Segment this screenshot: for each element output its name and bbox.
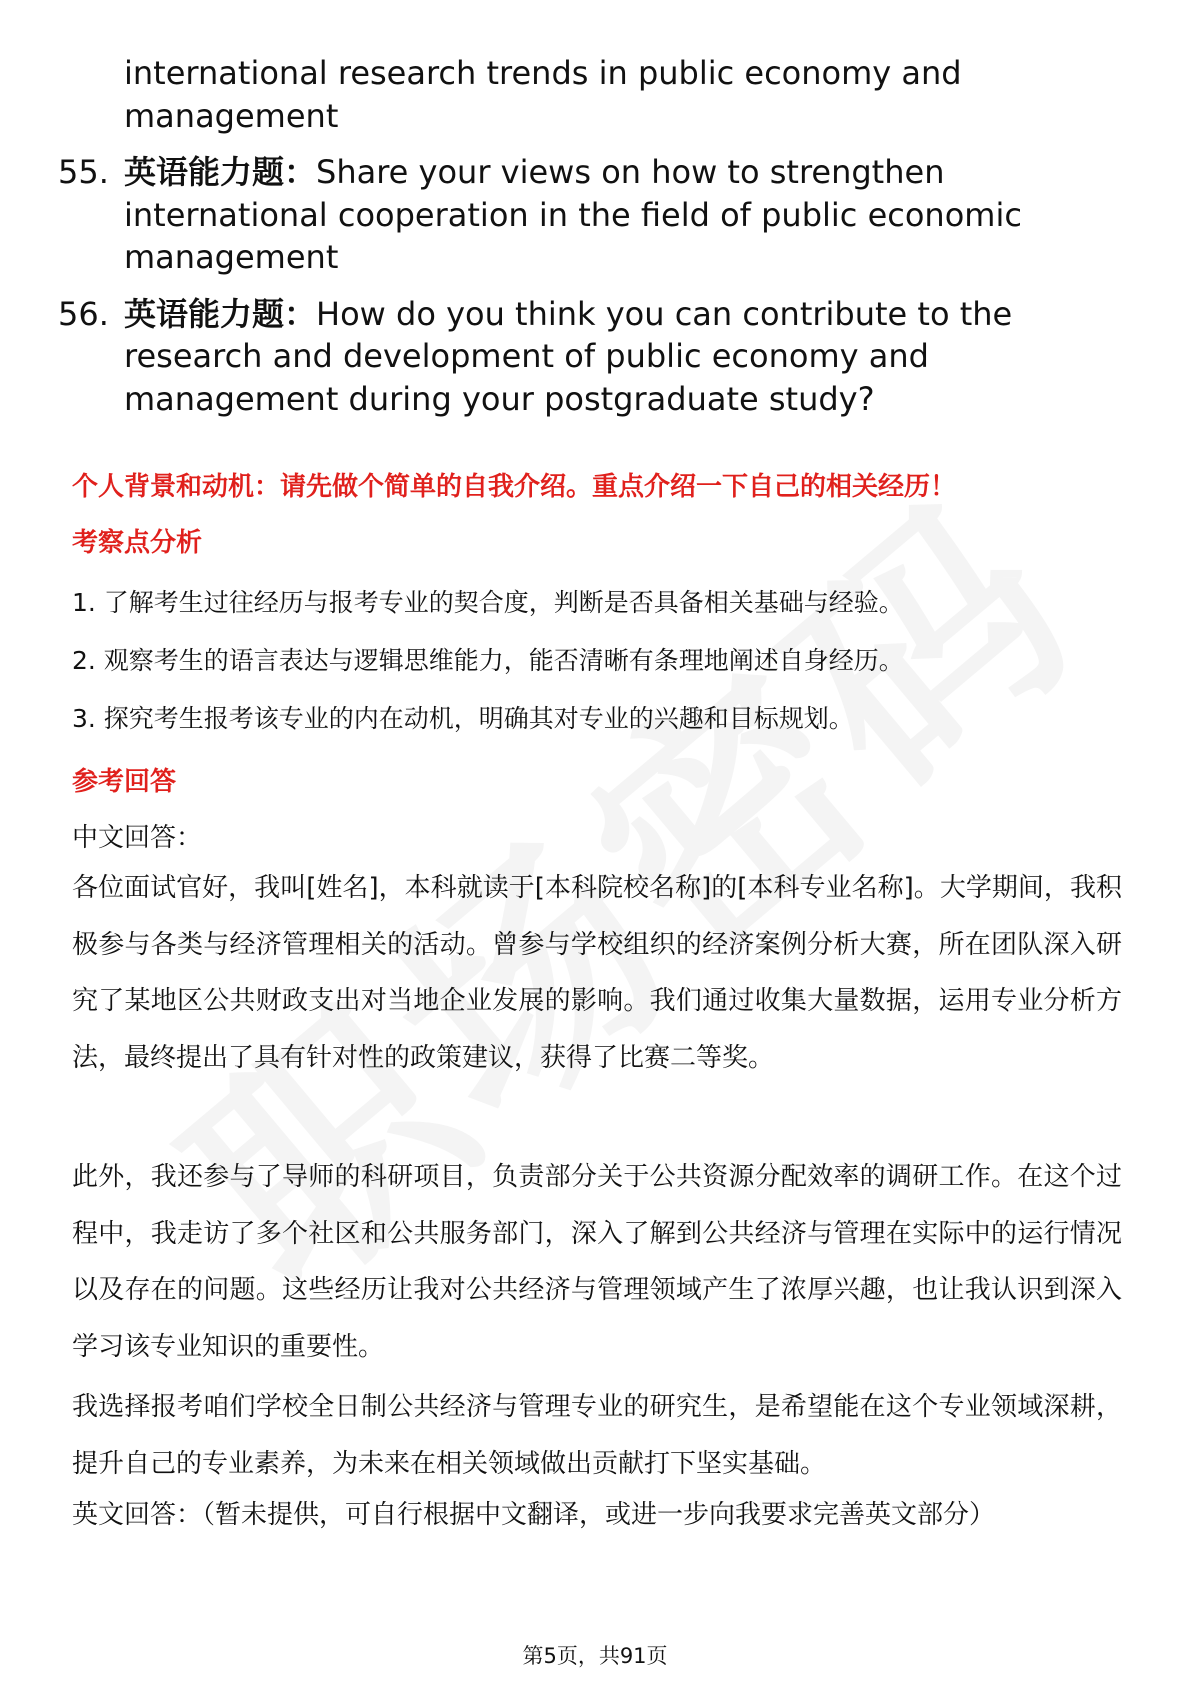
answer-paragraph: 各位面试官好，我叫[姓名]，本科就读于[本科院校名称]的[本科专业名称]。大学期间，我积极参与各类与经济管理相关的活动。曾参与学校组织的经济案例分析大赛，所在团队深入研究了某地区公共财政支出对当地企业发展的影响。我们通过收集大量数据，运用专业分析方法，最终提出了具有针对性的政策建议，获得了比赛二等奖。 (72, 873, 1122, 1073)
english-answer-label: 英文回答：（暂未提供，可自行根据中文翻译，或进一步向我要求完善英文部分） (72, 1500, 996, 1530)
analysis-point: 1. 了解考生过往经历与报考专业的契合度，判断是否具备相关基础与经验。 (72, 588, 904, 617)
interview-prompt: 个人背景和动机：请先做个简单的自我介绍。重点介绍一下自己的相关经历！ (72, 472, 957, 502)
chinese-answer-label: 中文回答： (72, 823, 203, 853)
question-item-55 (58, 151, 1138, 279)
analysis-point: 2. 观察考生的语言表达与逻辑思维能力，能否清晰有条理地阐述自身经历。 (72, 646, 904, 675)
question-number: 55. (58, 153, 109, 191)
answer-paragraph: 我选择报考咱们学校全日制公共经济与管理专业的研究生，是希望能在这个专业领域深耕，提升自己的专业素养，为未来在相关领域做出贡献打下坚实基础。 (72, 1392, 1122, 1479)
question-number: 56. (58, 294, 109, 333)
question-continuation: international research trends in public economy and management (124, 54, 962, 135)
question-item-56 (58, 293, 1138, 421)
answer-paragraph: 此外，我还参与了导师的科研项目，负责部分关于公共资源分配效率的调研工作。在这个过程中，我走访了多个社区和公共服务部门，深入了解到公共经济与管理在实际中的运行情况以及存在的问题。这些经历让我对公共经济与管理领域产生了浓厚兴趣，也让我认识到深入学习该专业知识的重要性。 (72, 1162, 1122, 1362)
answer-title: 参考回答 (72, 767, 177, 797)
question-text: Share your views on how to strengthen international cooperation in the field of public economic management (124, 153, 1022, 276)
question-list (58, 52, 1138, 420)
question-text: How do you think you can contribute to the research and development of public economy and management during your postgraduate study? (124, 294, 1013, 418)
analysis-point: 3. 探究考生报考该专业的内在动机，明确其对专业的兴趣和目标规划。 (72, 704, 854, 733)
page-footer: 第5页，共91页 (522, 1644, 668, 1668)
question-body (124, 293, 1138, 421)
analysis-title: 考察点分析 (72, 528, 203, 558)
question-label: 英语能力题： (124, 294, 317, 333)
question-label: 英语能力题： (124, 153, 317, 191)
question-body (124, 151, 1138, 279)
